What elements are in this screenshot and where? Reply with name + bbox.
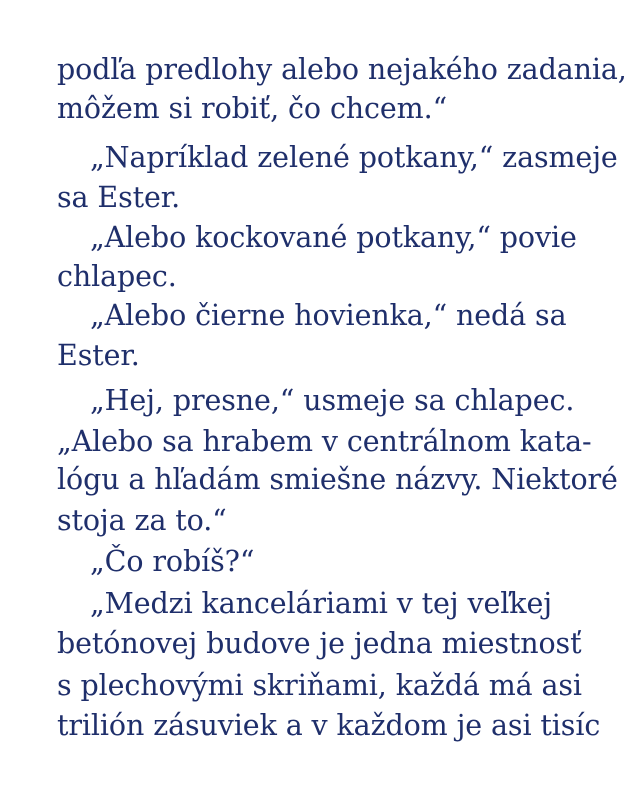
text-line: môžem si robiť, čo chcem.“ [57, 92, 448, 125]
text-line: lógu a hľadám smiešne názvy. Niektoré [57, 463, 618, 496]
text-line: „Napríklad zelené potkany,“ zasmeje [90, 141, 618, 174]
text-line: „Čo robíš?“ [90, 545, 255, 578]
text-line: trilión zásuviek a v každom je asi tisíc [57, 709, 601, 742]
text-line: „Hej, presne,“ usmeje sa chlapec. [90, 384, 575, 417]
text-line: podľa predlohy alebo nejakého zadania, [57, 53, 627, 86]
text-line: „Medzi kanceláriami v tej veľkej [90, 587, 552, 620]
text-line: betónovej budove je jedna miestnosť [57, 627, 582, 660]
text-line: sa Ester. [57, 181, 181, 214]
text-line: chlapec. [57, 260, 177, 293]
text-line: Ester. [57, 339, 140, 372]
text-line: „Alebo sa hrabem v centrálnom kata- [57, 425, 592, 458]
text-line: stoja za to.“ [57, 504, 227, 537]
text-line: s plechovými skriňami, každá má asi [57, 669, 582, 702]
text-line: „Alebo kockované potkany,“ povie [90, 221, 577, 254]
text-line: „Alebo čierne hovienka,“ nedá sa [90, 299, 567, 332]
